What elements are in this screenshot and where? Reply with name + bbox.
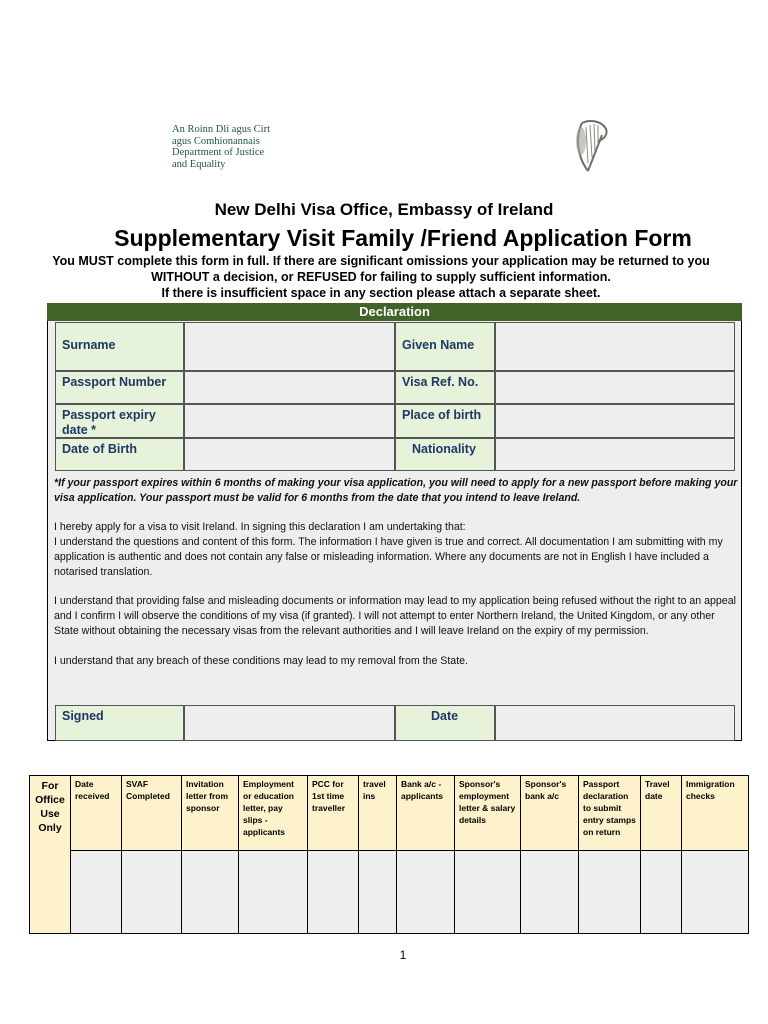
passport-expiry-note: *If your passport expires within 6 months of making your visa application, you will need to apply for a new passport before making your visa application. Your passport must be valid for 6 months from the date that you intend to leave Ireland. [54, 477, 738, 504]
date-input[interactable] [495, 705, 735, 741]
surname-label: Surname [55, 322, 184, 371]
header-passport-declaration: Passport declaration to submit entry stamps on return [579, 776, 641, 851]
office-use-label: For Office Use Only [30, 776, 71, 933]
page-number: 1 [399, 948, 407, 962]
header-travel-date: Travel date [641, 776, 682, 851]
date-label: Date [395, 705, 495, 741]
office-cell[interactable] [521, 851, 579, 933]
visa-ref-label: Visa Ref. No. [395, 371, 495, 404]
passport-number-label: Passport Number [55, 371, 184, 404]
place-of-birth-label: Place of birth [395, 404, 495, 438]
nationality-label: Nationality [395, 438, 495, 471]
declaration-paragraph: I understand that providing false and misleading documents or information may lead to my application being refused without the right to an appeal and I confirm I will observe the conditions of my visa (if granted). I will not attempt to enter Northern Ireland, the United Kingdom, or any other State without obtaining the necessary visas from the relevant authorities and I will leave Ireland on the expiry of my permission. [54, 595, 736, 637]
form-title: Supplementary Visit Family /Friend Application Form [114, 225, 692, 251]
dept-line: Department of Justice [172, 147, 265, 158]
office-cell[interactable] [682, 851, 748, 933]
office-cell[interactable] [239, 851, 308, 933]
passport-expiry-input[interactable] [184, 404, 395, 438]
header-sponsor-employment: Sponsor's employment letter & salary details [455, 776, 521, 851]
header-travel-ins: travel ins [359, 776, 397, 851]
office-heading: New Delhi Visa Office, Embassy of Ireland [214, 200, 554, 219]
office-cell[interactable] [308, 851, 359, 933]
visa-ref-input[interactable] [495, 371, 735, 404]
declaration-text [54, 476, 740, 683]
header-date-received: Date received [71, 776, 122, 851]
harp-emblem-icon [568, 115, 616, 175]
given-name-input[interactable] [495, 322, 735, 371]
dept-line: agus Comhionannais [172, 135, 260, 147]
declaration-paragraph: I understand that any breach of these conditions may lead to my removal from the State. [54, 654, 468, 667]
header-employment-letter: Employment or education letter, pay slips - applicants [239, 776, 308, 851]
signature-input[interactable] [184, 705, 395, 741]
header-immigration-checks: Immigration checks [682, 776, 748, 851]
warning-line: You MUST complete this form in full. If there are significant omissions your application may be returned to you [52, 254, 710, 268]
surname-input[interactable] [184, 322, 395, 371]
office-use-table [29, 775, 749, 934]
declaration-title-bar: Declaration [47, 303, 742, 321]
dept-line: and Equality [172, 158, 226, 170]
header-invitation-letter: Invitation letter from sponsor [182, 776, 239, 851]
signed-label: Signed [55, 705, 184, 741]
header-sponsor-bank: Sponsor's bank a/c [521, 776, 579, 851]
office-cell[interactable] [641, 851, 682, 933]
office-cell[interactable] [359, 851, 397, 933]
office-cell[interactable] [579, 851, 641, 933]
office-cell[interactable] [182, 851, 239, 933]
header-svaf-completed: SVAF Completed [122, 776, 182, 851]
header-bank-ac: Bank a/c - applicants [397, 776, 455, 851]
dept-line: An Roinn Dlí agus Cirt [172, 124, 271, 135]
warning-line: WITHOUT a decision, or REFUSED for failing to supply sufficient information. [151, 270, 611, 284]
declaration-paragraph: I hereby apply for a visa to visit Ireland. In signing this declaration I am undertaking that: [54, 521, 466, 534]
warning-line: If there is insufficient space in any section please attach a separate sheet. [161, 286, 601, 300]
place-of-birth-input[interactable] [495, 404, 735, 438]
office-cell[interactable] [71, 851, 122, 933]
department-logo-text [172, 124, 270, 170]
passport-number-input[interactable] [184, 371, 395, 404]
declaration-paragraph: I understand the questions and content of this form. The information I have given is true and correct. All documentation I am submitting with my application is authentic and does not contain any false or misleading information. Where any documents are not in English I have included a notarised translation. [54, 536, 723, 578]
given-name-label: Given Name [395, 322, 495, 371]
date-of-birth-input[interactable] [184, 438, 395, 471]
office-cell[interactable] [397, 851, 455, 933]
date-of-birth-label: Date of Birth [55, 438, 184, 471]
passport-expiry-label: Passport expiry date * [55, 404, 184, 438]
office-cell[interactable] [455, 851, 521, 933]
header-pcc: PCC for 1st time traveller [308, 776, 359, 851]
office-cell[interactable] [122, 851, 182, 933]
nationality-input[interactable] [495, 438, 735, 471]
